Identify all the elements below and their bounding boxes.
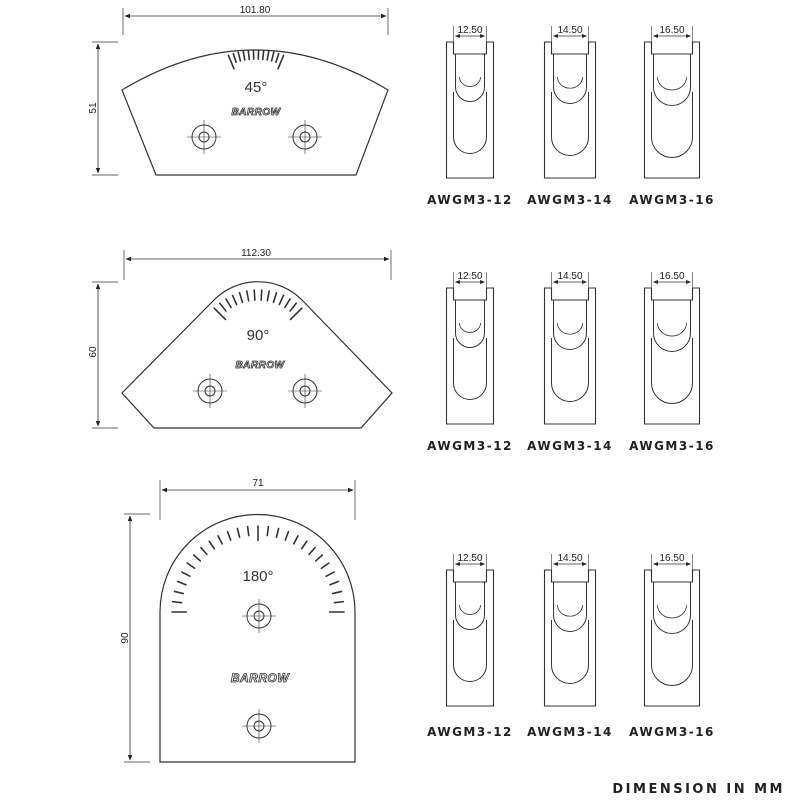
scale-tick <box>321 563 328 568</box>
scale-tick <box>263 50 264 59</box>
clip-width-label: 14.50 <box>557 553 583 564</box>
clip-width-label: 16.50 <box>659 25 685 36</box>
plate-width-label: 101.80 <box>239 5 271 16</box>
scale-tick <box>285 299 290 308</box>
scale-tick <box>178 582 186 585</box>
mount-hole <box>242 709 276 743</box>
mount-hole <box>193 374 227 408</box>
angle-label: 90° <box>246 327 270 344</box>
plate-45 <box>92 8 388 175</box>
scale-tick <box>194 555 201 561</box>
scale-tick <box>330 582 338 585</box>
scale-tick <box>209 541 214 548</box>
cable-clip-awgm3-16 <box>645 272 700 424</box>
scale-tick <box>233 295 237 304</box>
angle-label: 45° <box>244 79 268 96</box>
cable-clip-awgm3-14 <box>545 272 596 424</box>
scale-tick <box>278 55 284 68</box>
clip-model-label: AWGM3-14 <box>527 439 613 453</box>
brand-logo: BARROW <box>231 107 281 118</box>
cable-clip-awgm3-12 <box>447 554 494 706</box>
scale-tick <box>294 536 298 544</box>
scale-tick <box>238 52 240 61</box>
scale-tick <box>272 52 274 61</box>
scale-tick <box>267 527 268 536</box>
plate-width-label: 71 <box>252 478 264 489</box>
brand-logo: BARROW <box>235 360 285 371</box>
scale-tick <box>187 563 194 568</box>
clip-model-label: AWGM3-14 <box>527 193 613 207</box>
scale-tick <box>291 308 302 319</box>
mount-hole <box>242 599 276 633</box>
scale-tick <box>220 303 226 311</box>
clip-model-label: AWGM3-12 <box>427 439 513 453</box>
clip-width-label: 12.50 <box>457 25 483 36</box>
cable-clip-awgm3-14 <box>545 554 596 706</box>
scale-tick <box>276 54 279 63</box>
clip-model-label: AWGM3-12 <box>427 193 513 207</box>
clip-model-label: AWGM3-16 <box>629 725 715 739</box>
clip-width-label: 12.50 <box>457 553 483 564</box>
plate-height-label: 51 <box>88 102 99 114</box>
scale-tick <box>326 572 334 576</box>
scale-tick <box>243 51 245 60</box>
scale-tick <box>273 293 276 303</box>
clip-width-label: 12.50 <box>457 271 483 282</box>
scale-tick <box>248 527 249 536</box>
scale-tick <box>254 290 255 300</box>
scale-tick <box>267 291 269 301</box>
scale-tick <box>228 532 231 540</box>
scale-tick <box>240 293 243 303</box>
scale-tick <box>218 536 222 544</box>
brand-logo: BARROW <box>230 671 290 685</box>
clip-width-label: 14.50 <box>557 271 583 282</box>
cable-clip-awgm3-16 <box>645 26 700 178</box>
clip-width-label: 14.50 <box>557 25 583 36</box>
scale-tick <box>334 602 343 603</box>
plate-90 <box>92 250 392 428</box>
scale-tick <box>290 303 296 311</box>
clip-model-label: AWGM3-12 <box>427 725 513 739</box>
plate-width-label: 112.30 <box>241 248 271 259</box>
plate-height-label: 60 <box>88 346 99 358</box>
plate-height-label: 90 <box>120 632 131 644</box>
clip-model-label: AWGM3-14 <box>527 725 613 739</box>
scale-tick <box>276 528 278 537</box>
scale-tick <box>261 290 262 300</box>
scale-tick <box>173 602 182 603</box>
scale-tick <box>201 548 207 555</box>
scale-tick <box>228 55 234 68</box>
plate-180 <box>124 480 355 762</box>
cable-clip-awgm3-12 <box>447 26 494 178</box>
mount-hole <box>288 374 322 408</box>
scale-tick <box>247 291 249 301</box>
scale-tick <box>309 548 315 555</box>
scale-tick <box>333 591 342 593</box>
clip-model-label: AWGM3-16 <box>629 439 715 453</box>
clip-grid <box>427 25 715 739</box>
scale-tick <box>285 532 288 540</box>
clip-width-label: 16.50 <box>659 271 685 282</box>
scale-tick <box>279 295 283 304</box>
scale-tick <box>233 54 236 63</box>
scale-tick <box>214 308 225 319</box>
angle-label: 180° <box>242 568 274 585</box>
clip-width-label: 16.50 <box>659 553 685 564</box>
clip-model-label: AWGM3-16 <box>629 193 715 207</box>
cable-clip-awgm3-14 <box>545 26 596 178</box>
mount-hole <box>288 120 322 154</box>
scale-tick <box>267 51 269 60</box>
scale-tick <box>316 555 323 561</box>
scale-tick <box>174 591 183 593</box>
cable-clip-awgm3-12 <box>447 272 494 424</box>
scale-tick <box>226 299 231 308</box>
units-note: DIMENSION IN MM <box>612 782 785 797</box>
mount-hole <box>187 120 221 154</box>
scale-tick <box>302 541 307 548</box>
scale-tick <box>248 50 249 59</box>
scale-tick <box>182 572 190 576</box>
cable-clip-awgm3-16 <box>645 554 700 706</box>
scale-tick <box>237 528 239 537</box>
